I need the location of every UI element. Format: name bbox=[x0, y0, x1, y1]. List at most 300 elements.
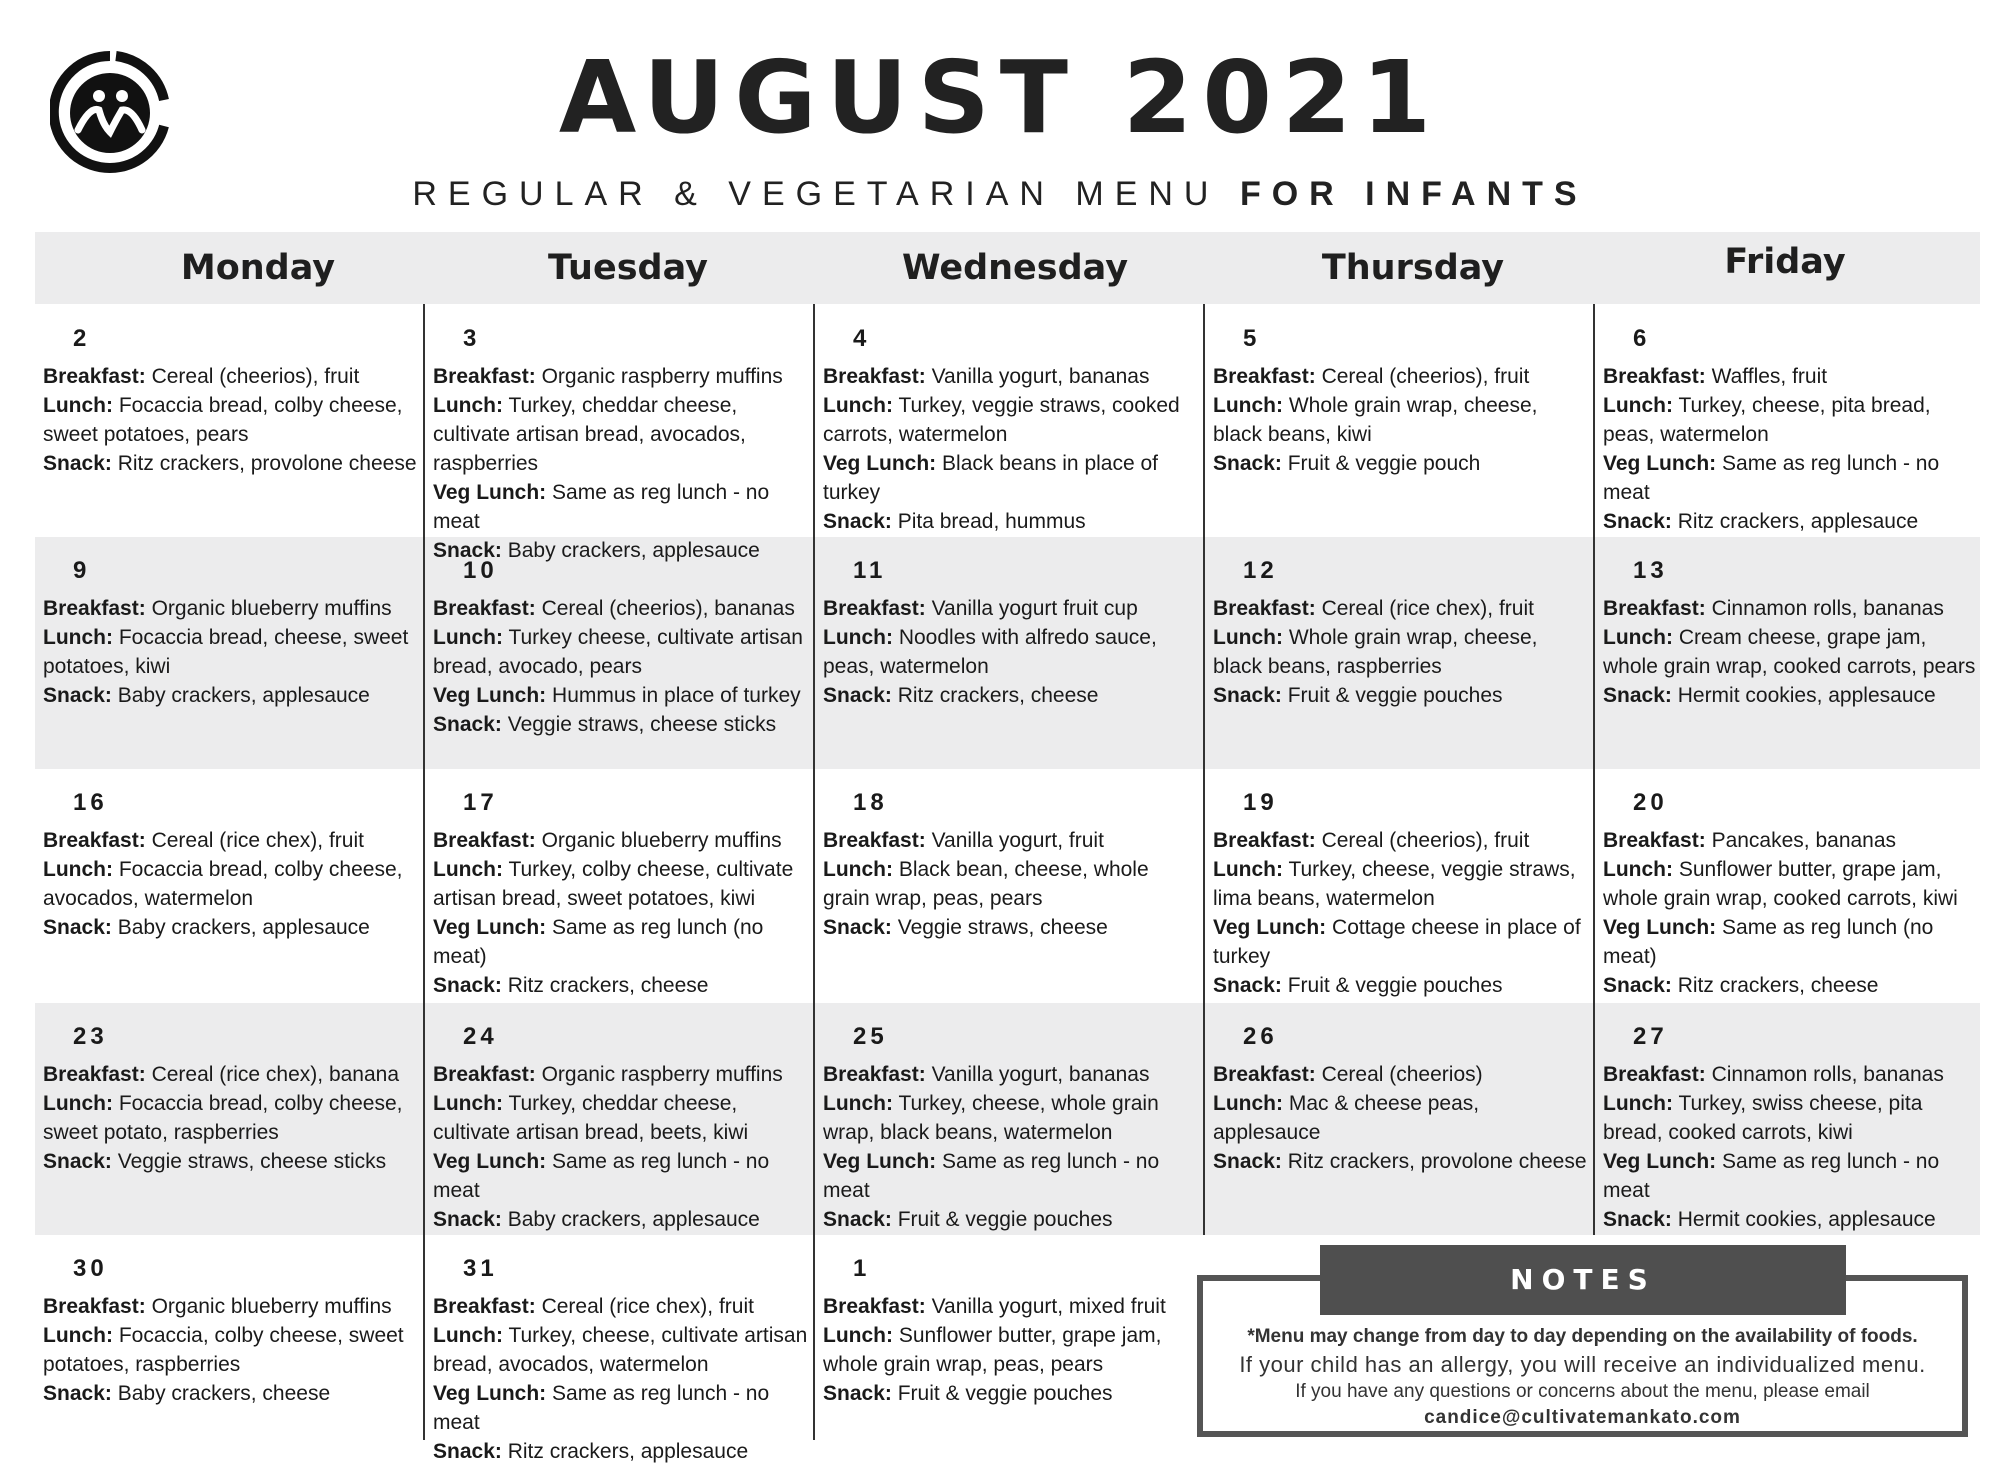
day-cell bbox=[43, 322, 421, 478]
day-cell bbox=[433, 554, 811, 739]
meal-label: Snack: bbox=[43, 684, 112, 707]
day-cell bbox=[1213, 1020, 1591, 1176]
day-number: 31 bbox=[463, 1255, 498, 1282]
meal-label: Veg Lunch: bbox=[1603, 1150, 1717, 1173]
meal-entry bbox=[823, 449, 1201, 507]
meal-label: Lunch: bbox=[1213, 858, 1283, 881]
meal-items: Same as reg lunch (no meat) bbox=[1603, 916, 1934, 968]
meal-entry bbox=[1213, 826, 1591, 855]
meal-items: Noodles with alfredo sauce, peas, watermelon bbox=[823, 626, 1157, 678]
meal-label: Veg Lunch: bbox=[1603, 452, 1717, 475]
meal-label: Breakfast: bbox=[43, 829, 146, 852]
meal-entry bbox=[433, 1321, 811, 1379]
meal-items: Same as reg lunch - no meat bbox=[433, 481, 770, 533]
meal-label: Snack: bbox=[433, 974, 502, 997]
day-number: 18 bbox=[853, 789, 888, 816]
meal-items: Baby crackers, cheese bbox=[117, 1382, 331, 1405]
meal-label: Lunch: bbox=[1213, 1092, 1283, 1115]
meal-items: Cereal (cheerios), bananas bbox=[541, 597, 795, 620]
meal-entry bbox=[43, 826, 421, 855]
meal-label: Lunch: bbox=[823, 626, 893, 649]
meal-items: Turkey, cheese, veggie straws, lima beans, watermelon bbox=[1213, 858, 1576, 910]
meal-entry bbox=[433, 681, 811, 710]
day-number: 12 bbox=[1243, 557, 1278, 584]
meal-entry bbox=[43, 1089, 421, 1147]
meal-items: Turkey, cheese, cultivate artisan bread, avocados, watermelon bbox=[433, 1324, 808, 1376]
meal-entry bbox=[43, 1379, 421, 1408]
meal-items: Cereal (cheerios) bbox=[1321, 1063, 1483, 1086]
meal-label: Snack: bbox=[43, 1382, 112, 1405]
meal-entry bbox=[43, 1292, 421, 1321]
meal-entry bbox=[43, 623, 421, 681]
meal-entry bbox=[1603, 1205, 1981, 1234]
meal-entry bbox=[433, 1147, 811, 1205]
meal-items: Same as reg lunch - no meat bbox=[433, 1382, 770, 1434]
day-cell bbox=[823, 322, 1201, 536]
weekday-friday: Friday bbox=[1724, 242, 1846, 282]
weekday-tuesday: Tuesday bbox=[548, 248, 708, 288]
meal-entry bbox=[43, 391, 421, 449]
meal-items: Same as reg lunch - no meat bbox=[1603, 1150, 1940, 1202]
meal-items: Same as reg lunch (no meat) bbox=[433, 916, 764, 968]
meal-entry bbox=[1213, 391, 1591, 449]
meal-entry bbox=[1603, 681, 1981, 710]
meal-entry bbox=[433, 710, 811, 739]
meal-label: Veg Lunch: bbox=[823, 1150, 937, 1173]
meal-label: Veg Lunch: bbox=[433, 684, 547, 707]
meal-items: Hermit cookies, applesauce bbox=[1677, 1208, 1936, 1231]
meal-entry bbox=[1603, 1060, 1981, 1089]
meal-items: Hermit cookies, applesauce bbox=[1677, 684, 1936, 707]
meal-items: Turkey, colby cheese, cultivate artisan bread, sweet potatoes, kiwi bbox=[433, 858, 794, 910]
day-number: 20 bbox=[1633, 789, 1668, 816]
meal-label: Snack: bbox=[1213, 1150, 1282, 1173]
meal-entry bbox=[433, 971, 811, 1000]
meal-label: Lunch: bbox=[823, 394, 893, 417]
day-number: 1 bbox=[853, 1255, 871, 1282]
meal-label: Breakfast: bbox=[433, 597, 536, 620]
meal-label: Veg Lunch: bbox=[433, 1382, 547, 1405]
meal-items: Focaccia bread, colby cheese, sweet potato, raspberries bbox=[43, 1092, 403, 1144]
meal-entry bbox=[1213, 913, 1591, 971]
meal-items: Black beans in place of turkey bbox=[823, 452, 1158, 504]
meal-label: Snack: bbox=[1603, 684, 1672, 707]
meal-label: Snack: bbox=[1603, 1208, 1672, 1231]
meal-items: Ritz crackers, applesauce bbox=[507, 1440, 749, 1463]
meal-label: Breakfast: bbox=[823, 829, 926, 852]
meal-label: Snack: bbox=[1603, 510, 1672, 533]
day-number: 13 bbox=[1633, 557, 1668, 584]
meal-entry bbox=[823, 913, 1201, 942]
meal-items: Turkey, cheese, pita bread, peas, watermelon bbox=[1603, 394, 1931, 446]
meal-items: Black bean, cheese, whole grain wrap, peas, pears bbox=[823, 858, 1149, 910]
meal-entry bbox=[43, 1147, 421, 1176]
day-cell bbox=[823, 786, 1201, 942]
meal-entry bbox=[1603, 391, 1981, 449]
notes-text bbox=[1203, 1323, 1962, 1431]
day-cell bbox=[43, 1020, 421, 1176]
meal-label: Breakfast: bbox=[1603, 597, 1706, 620]
meal-entry bbox=[823, 1147, 1201, 1205]
day-cell bbox=[823, 1020, 1201, 1234]
day-cell bbox=[1603, 786, 1981, 1000]
meal-entry bbox=[1603, 1147, 1981, 1205]
day-cell bbox=[1213, 786, 1591, 1000]
meal-items: Cereal (cheerios), fruit bbox=[1321, 829, 1530, 852]
subtitle-regular: REGULAR & VEGETARIAN MENU bbox=[412, 175, 1220, 213]
day-cell bbox=[43, 1252, 421, 1408]
meal-entry bbox=[433, 594, 811, 623]
meal-items: Cereal (rice chex), fruit bbox=[541, 1295, 754, 1318]
meal-items: Cottage cheese in place of turkey bbox=[1213, 916, 1581, 968]
meal-items: Organic blueberry muffins bbox=[151, 1295, 392, 1318]
meal-entry bbox=[433, 1060, 811, 1089]
meal-entry bbox=[433, 1379, 811, 1437]
meal-items: Fruit & veggie pouches bbox=[897, 1382, 1113, 1405]
meal-items: Vanilla yogurt, bananas bbox=[931, 365, 1150, 388]
meal-label: Snack: bbox=[1213, 974, 1282, 997]
meal-entry bbox=[1603, 594, 1981, 623]
meal-label: Breakfast: bbox=[1213, 1063, 1316, 1086]
meal-label: Snack: bbox=[43, 916, 112, 939]
meal-entry bbox=[1213, 971, 1591, 1000]
meal-items: Baby crackers, applesauce bbox=[507, 1208, 760, 1231]
meal-label: Lunch: bbox=[823, 1324, 893, 1347]
meal-entry bbox=[1603, 1089, 1981, 1147]
meal-entry bbox=[1213, 1060, 1591, 1089]
meal-label: Breakfast: bbox=[43, 597, 146, 620]
page-subtitle bbox=[0, 172, 2000, 216]
meal-items: Cereal (cheerios), fruit bbox=[1321, 365, 1530, 388]
meal-entry bbox=[433, 391, 811, 478]
day-cell bbox=[1603, 554, 1981, 710]
meal-items: Cinnamon rolls, bananas bbox=[1711, 1063, 1944, 1086]
weekday-monday: Monday bbox=[180, 248, 336, 288]
day-cell bbox=[433, 322, 811, 565]
day-number: 9 bbox=[73, 557, 91, 584]
meal-label: Snack: bbox=[823, 916, 892, 939]
meal-label: Veg Lunch: bbox=[1603, 916, 1717, 939]
meal-entry bbox=[823, 1089, 1201, 1147]
meal-items: Whole grain wrap, cheese, black beans, raspberries bbox=[1213, 626, 1538, 678]
day-cell bbox=[433, 1020, 811, 1234]
meal-items: Cereal (rice chex), banana bbox=[151, 1063, 400, 1086]
meal-entry bbox=[1603, 913, 1981, 971]
column-divider bbox=[813, 304, 815, 1440]
day-cell bbox=[1213, 322, 1591, 478]
meal-entry bbox=[823, 1205, 1201, 1234]
meal-label: Snack: bbox=[823, 1382, 892, 1405]
meal-label: Lunch: bbox=[823, 858, 893, 881]
meal-entry bbox=[823, 1321, 1201, 1379]
meal-label: Veg Lunch: bbox=[433, 481, 547, 504]
day-number: 24 bbox=[463, 1023, 498, 1050]
meal-items: Organic blueberry muffins bbox=[151, 597, 392, 620]
day-cell bbox=[823, 1252, 1201, 1408]
meal-label: Lunch: bbox=[1603, 858, 1673, 881]
meal-items: Vanilla yogurt, mixed fruit bbox=[931, 1295, 1166, 1318]
day-cell bbox=[1213, 554, 1591, 710]
day-number: 27 bbox=[1633, 1023, 1668, 1050]
meal-label: Breakfast: bbox=[43, 1063, 146, 1086]
meal-label: Veg Lunch: bbox=[433, 916, 547, 939]
meal-entry bbox=[1603, 826, 1981, 855]
meal-label: Breakfast: bbox=[1603, 365, 1706, 388]
day-number: 3 bbox=[463, 325, 481, 352]
meal-label: Snack: bbox=[1603, 974, 1672, 997]
meal-label: Breakfast: bbox=[433, 365, 536, 388]
meal-entry bbox=[433, 913, 811, 971]
meal-items: Turkey cheese, cultivate artisan bread, avocado, pears bbox=[433, 626, 803, 678]
notes-line-allergy: If your child has an allergy, you will receive an individualized menu. bbox=[1239, 1352, 1926, 1377]
meal-items: Cinnamon rolls, bananas bbox=[1711, 597, 1944, 620]
meal-entry bbox=[433, 362, 811, 391]
meal-label: Breakfast: bbox=[823, 1063, 926, 1086]
meal-entry bbox=[1603, 449, 1981, 507]
meal-label: Snack: bbox=[433, 713, 502, 736]
meal-label: Breakfast: bbox=[1213, 365, 1316, 388]
meal-items: Fruit & veggie pouches bbox=[1287, 684, 1503, 707]
meal-label: Snack: bbox=[433, 1208, 502, 1231]
meal-entry bbox=[823, 594, 1201, 623]
meal-entry bbox=[1213, 623, 1591, 681]
day-number: 23 bbox=[73, 1023, 108, 1050]
meal-items: Ritz crackers, cheese bbox=[507, 974, 709, 997]
meal-items: Cream cheese, grape jam, whole grain wrap, cooked carrots, pears bbox=[1603, 626, 1976, 678]
meal-label: Lunch: bbox=[433, 858, 503, 881]
meal-items: Same as reg lunch - no meat bbox=[433, 1150, 770, 1202]
meal-label: Veg Lunch: bbox=[823, 452, 937, 475]
meal-items: Cereal (cheerios), fruit bbox=[151, 365, 360, 388]
meal-entry bbox=[1213, 449, 1591, 478]
meal-items: Turkey, swiss cheese, pita bread, cooked carrots, kiwi bbox=[1603, 1092, 1923, 1144]
day-cell bbox=[1603, 322, 1981, 536]
meal-label: Lunch: bbox=[1213, 394, 1283, 417]
meal-items: Turkey, cheddar cheese, cultivate artisan bread, beets, kiwi bbox=[433, 1092, 749, 1144]
meal-label: Breakfast: bbox=[823, 597, 926, 620]
meal-items: Focaccia bread, colby cheese, avocados, watermelon bbox=[43, 858, 403, 910]
day-number: 16 bbox=[73, 789, 108, 816]
notes-title: NOTES bbox=[1320, 1245, 1846, 1315]
meal-entry bbox=[43, 1321, 421, 1379]
meal-label: Lunch: bbox=[433, 1324, 503, 1347]
meal-entry bbox=[1213, 681, 1591, 710]
meal-entry bbox=[1213, 1089, 1591, 1147]
meal-items: Turkey, veggie straws, cooked carrots, watermelon bbox=[823, 394, 1180, 446]
meal-label: Veg Lunch: bbox=[433, 1150, 547, 1173]
meal-entry bbox=[823, 391, 1201, 449]
meal-label: Breakfast: bbox=[1213, 829, 1316, 852]
day-number: 6 bbox=[1633, 325, 1651, 352]
meal-label: Lunch: bbox=[43, 626, 113, 649]
day-number: 5 bbox=[1243, 325, 1261, 352]
meal-items: Same as reg lunch - no meat bbox=[1603, 452, 1940, 504]
notes-line-questions: If you have any questions or concerns about the menu, please email bbox=[1295, 1381, 1870, 1402]
day-number: 30 bbox=[73, 1255, 108, 1282]
meal-items: Vanilla yogurt fruit cup bbox=[931, 597, 1138, 620]
meal-entry bbox=[1213, 362, 1591, 391]
meal-label: Breakfast: bbox=[1603, 829, 1706, 852]
meal-items: Hummus in place of turkey bbox=[552, 684, 801, 707]
meal-items: Fruit & veggie pouches bbox=[897, 1208, 1113, 1231]
meal-label: Snack: bbox=[823, 1208, 892, 1231]
meal-label: Lunch: bbox=[1213, 626, 1283, 649]
column-divider bbox=[1203, 304, 1205, 1235]
meal-items: Sunflower butter, grape jam, whole grain wrap, cooked carrots, kiwi bbox=[1603, 858, 1958, 910]
day-number: 10 bbox=[463, 557, 498, 584]
meal-label: Snack: bbox=[433, 1440, 502, 1463]
meal-entry bbox=[43, 913, 421, 942]
page-title: AUGUST 2021 bbox=[558, 39, 1442, 156]
meal-items: Vanilla yogurt, bananas bbox=[931, 1063, 1150, 1086]
meal-label: Breakfast: bbox=[1603, 1063, 1706, 1086]
meal-items: Baby crackers, applesauce bbox=[117, 916, 370, 939]
meal-label: Snack: bbox=[1213, 452, 1282, 475]
meal-label: Lunch: bbox=[43, 858, 113, 881]
meal-entry bbox=[823, 1060, 1201, 1089]
meal-label: Breakfast: bbox=[43, 365, 146, 388]
meal-label: Breakfast: bbox=[823, 1295, 926, 1318]
meal-entry bbox=[43, 1060, 421, 1089]
notes-line-availability: *Menu may change from day to day depending on the availability of foods. bbox=[1247, 1326, 1918, 1347]
meal-entry bbox=[433, 1089, 811, 1147]
day-cell bbox=[1603, 1020, 1981, 1234]
meal-label: Lunch: bbox=[43, 1092, 113, 1115]
meal-entry bbox=[43, 855, 421, 913]
meal-items: Ritz crackers, applesauce bbox=[1677, 510, 1919, 533]
meal-items: Focaccia, colby cheese, sweet potatoes, raspberries bbox=[43, 1324, 404, 1376]
meal-items: Ritz crackers, cheese bbox=[897, 684, 1099, 707]
meal-items: Cereal (rice chex), fruit bbox=[151, 829, 364, 852]
meal-label: Lunch: bbox=[433, 1092, 503, 1115]
meal-entry bbox=[433, 826, 811, 855]
meal-entry bbox=[823, 1292, 1201, 1321]
meal-entry bbox=[433, 623, 811, 681]
meal-label: Snack: bbox=[43, 1150, 112, 1173]
meal-label: Snack: bbox=[433, 539, 502, 562]
day-cell bbox=[43, 786, 421, 942]
meal-label: Veg Lunch: bbox=[1213, 916, 1327, 939]
meal-label: Lunch: bbox=[823, 1092, 893, 1115]
meal-items: Organic blueberry muffins bbox=[541, 829, 782, 852]
meal-entry bbox=[1603, 971, 1981, 1000]
meal-entry bbox=[823, 507, 1201, 536]
meal-label: Lunch: bbox=[1603, 626, 1673, 649]
meal-label: Breakfast: bbox=[43, 1295, 146, 1318]
weekday-wednesday: Wednesday bbox=[901, 248, 1129, 288]
meal-entry bbox=[823, 362, 1201, 391]
meal-entry bbox=[43, 362, 421, 391]
meal-entry bbox=[43, 594, 421, 623]
meal-items: Ritz crackers, provolone cheese bbox=[117, 452, 417, 475]
weekday-thursday: Thursday bbox=[1321, 248, 1505, 288]
meal-items: Turkey, cheddar cheese, cultivate artisan bread, avocados, raspberries bbox=[433, 394, 746, 475]
subtitle-audience: FOR INFANTS bbox=[1239, 175, 1588, 213]
meal-items: Ritz crackers, provolone cheese bbox=[1287, 1150, 1587, 1173]
day-number: 19 bbox=[1243, 789, 1278, 816]
meal-items: Same as reg lunch - no meat bbox=[823, 1150, 1160, 1202]
meal-items: Sunflower butter, grape jam, whole grain wrap, peas, pears bbox=[823, 1324, 1162, 1376]
day-cell bbox=[433, 786, 811, 1000]
meal-entry bbox=[1213, 855, 1591, 913]
meal-entry bbox=[1603, 623, 1981, 681]
meal-items: Veggie straws, cheese sticks bbox=[117, 1150, 387, 1173]
meal-items: Fruit & veggie pouch bbox=[1287, 452, 1481, 475]
meal-items: Fruit & veggie pouches bbox=[1287, 974, 1503, 997]
meal-items: Veggie straws, cheese sticks bbox=[507, 713, 777, 736]
meal-entry bbox=[433, 1205, 811, 1234]
meal-label: Lunch: bbox=[433, 394, 503, 417]
day-cell bbox=[433, 1252, 811, 1466]
meal-items: Focaccia bread, colby cheese, sweet potatoes, pears bbox=[43, 394, 403, 446]
meal-entry bbox=[433, 1437, 811, 1466]
notes-email-link[interactable]: candice@cultivatemankato.com bbox=[1424, 1407, 1741, 1428]
meal-label: Snack: bbox=[1213, 684, 1282, 707]
column-divider bbox=[423, 304, 425, 1440]
day-cell bbox=[43, 554, 421, 710]
meal-label: Snack: bbox=[823, 684, 892, 707]
meal-items: Vanilla yogurt, fruit bbox=[931, 829, 1104, 852]
meal-label: Breakfast: bbox=[433, 829, 536, 852]
meal-label: Lunch: bbox=[433, 626, 503, 649]
meal-entry bbox=[43, 449, 421, 478]
day-number: 17 bbox=[463, 789, 498, 816]
day-number: 4 bbox=[853, 325, 871, 352]
meal-items: Turkey, cheese, whole grain wrap, black beans, watermelon bbox=[823, 1092, 1159, 1144]
day-number: 26 bbox=[1243, 1023, 1278, 1050]
meal-entry bbox=[43, 681, 421, 710]
meal-items: Pancakes, bananas bbox=[1711, 829, 1897, 852]
meal-items: Ritz crackers, cheese bbox=[1677, 974, 1879, 997]
meal-items: Baby crackers, applesauce bbox=[117, 684, 370, 707]
meal-entry bbox=[823, 681, 1201, 710]
meal-entry bbox=[1213, 1147, 1591, 1176]
meal-items: Mac & cheese peas, applesauce bbox=[1213, 1092, 1480, 1144]
meal-label: Breakfast: bbox=[433, 1295, 536, 1318]
meal-entry bbox=[1603, 855, 1981, 913]
day-cell bbox=[823, 554, 1201, 710]
meal-entry bbox=[1603, 507, 1981, 536]
meal-entry bbox=[433, 478, 811, 536]
meal-label: Lunch: bbox=[43, 1324, 113, 1347]
day-number: 11 bbox=[853, 557, 887, 584]
meal-entry bbox=[823, 855, 1201, 913]
day-number: 2 bbox=[73, 325, 91, 352]
meal-items: Pita bread, hummus bbox=[897, 510, 1086, 533]
meal-label: Snack: bbox=[43, 452, 112, 475]
meal-items: Whole grain wrap, cheese, black beans, kiwi bbox=[1213, 394, 1538, 446]
meal-entry bbox=[433, 855, 811, 913]
meal-items: Cereal (rice chex), fruit bbox=[1321, 597, 1534, 620]
meal-label: Breakfast: bbox=[1213, 597, 1316, 620]
meal-items: Baby crackers, applesauce bbox=[507, 539, 760, 562]
meal-label: Lunch: bbox=[1603, 394, 1673, 417]
meal-entry bbox=[823, 623, 1201, 681]
meal-entry bbox=[433, 1292, 811, 1321]
column-divider bbox=[1593, 304, 1595, 1235]
meal-entry bbox=[1213, 594, 1591, 623]
meal-label: Breakfast: bbox=[433, 1063, 536, 1086]
meal-items: Veggie straws, cheese bbox=[897, 916, 1108, 939]
meal-label: Snack: bbox=[823, 510, 892, 533]
meal-label: Lunch: bbox=[1603, 1092, 1673, 1115]
meal-entry bbox=[823, 1379, 1201, 1408]
meal-items: Organic raspberry muffins bbox=[541, 1063, 783, 1086]
meal-items: Organic raspberry muffins bbox=[541, 365, 783, 388]
meal-label: Breakfast: bbox=[823, 365, 926, 388]
meal-label: Lunch: bbox=[43, 394, 113, 417]
meal-entry bbox=[823, 826, 1201, 855]
